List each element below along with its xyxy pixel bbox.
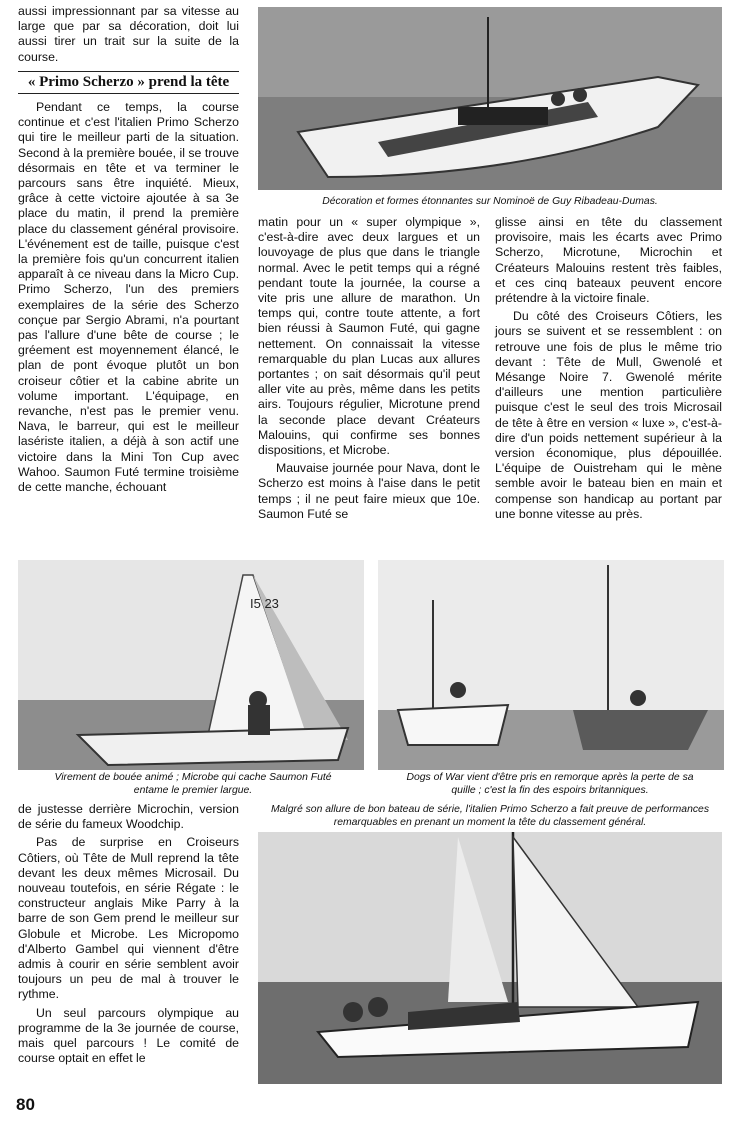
caption-mid-left: Virement de bouée animé ; Microbe qui cache Saumon Futé entame le premier largue. bbox=[54, 772, 332, 796]
column-right bbox=[495, 215, 722, 525]
paragraph: Pas de surprise en Croiseurs Côtiers, où Tête de Mull reprend la tête devant les deux mêmes Microsail. Du nouveau toutefois, en série Régate : le constructeur anglais Mike Parry à la barre de son Gem prend le meilleur sur Globule et Microbe. Les Micropomo d'Alberto Gambel qui viennent d'être admis à courir en série semblent avoir toujours un peu de mal à trouver le rythme. bbox=[18, 835, 239, 1002]
caption-mid-right: Dogs of War vient d'être pris en remorque après la perte de sa quille ; c'est la fin des espoirs britanniques. bbox=[406, 772, 694, 796]
paragraph: matin pour un « super olympique », c'est-à-dire avec deux largues et un louvoyage de plus que dans le triangle normal. Avec le petit temps qui a régné pendant toute la journée, la course a vite pris une allure de marathon. Un temps qui, contre toute attente, a fort bien réussi à Saumon Futé, qui gagne nettement. On connaissait la vitesse remarquable du plan Lucas aux allures portantes ; on sait désormais qu'il peut aller vite au près, même dans les petits airs. Toujours régulier, Microtune prend la seconde place devant Créateurs Malouins, qui confirme ses bonnes dispositions, et Microbe. bbox=[258, 215, 480, 458]
photo-dogs-of-war bbox=[378, 560, 724, 770]
page-number: 80 bbox=[16, 1095, 35, 1114]
paragraph: aussi impressionnant par sa vitesse au large que par sa décoration, doit lui aussi tirer un trait sur la suite de la course. bbox=[18, 4, 239, 64]
column-left bbox=[18, 4, 239, 498]
paragraph: de justesse derrière Microchin, version de série du fameux Woodchip. bbox=[18, 802, 239, 832]
caption-top-photo: Décoration et formes étonnantes sur Nominoë de Guy Ribadeau-Dumas. bbox=[322, 196, 658, 207]
paragraph: Pendant ce temps, la course continue et c'est l'italien Primo Scherzo qui tire le meilleur parti de la situation. Second à la première bouée, il se trouve désormais en tête et va terminer le parcours sans être inquiété. Mieux, grâce à cette victoire ajoutée à sa 3e place du matin, il prend la première place du classement général provisoire. L'événement est de taille, puisque c'est la première fois qu'un concurrent italien apparaît à ce niveau dans la Micro Cup. Primo Scherzo, l'un des premiers exemplaires de la série des Scherzo conçue par Sergio Abrami, n'a pourtant pas l'allure d'une bête de course ; le gréement est moyennement élancé, le plan de pont évoque plutôt un bon croiseur côtier et la cabine abrite un volume important. L'équipage, en revanche, n'est pas le premier venu. Nava, le barreur, qui est le meilleur lasériste italien, a déjà à son actif une victoire dans la Mini Ton Cup avec Wahoo. Saumon Futé termine troisième de cette manche, échouant bbox=[18, 100, 239, 495]
photo-nominoe bbox=[258, 7, 722, 190]
paragraph: Un seul parcours olympique au programme de la 3e journée de course, mais quel parcours ! Le comité de course optait en effet le bbox=[18, 1005, 239, 1066]
column-middle bbox=[258, 215, 480, 525]
paragraph: Du côté des Croiseurs Côtiers, les jours se suivent et se ressemblent : on retrouve une fois de plus le même trio devant : Tête de Mull, Gwenolé et Mésange Noire 7. Gwenolé mérite d'ailleurs une mention particulière puisque c'est le seul des trois Microsail de tête à être en version « luxe », c'est-à-dire d'un poids nettement supérieur à la version économique, plus dépouillée. L'équipe de Ouistreham qui le mène semble avoir le bateau bien en main et compense son handicap au portant par une bonne vitesse au près. bbox=[495, 309, 722, 521]
paragraph: glisse ainsi en tête du classement provisoire, mais les écarts avec Primo Scherzo, Microtune, Microchin et Créateurs Malouins restent très faibles, et ces cinq bateaux peuvent encore prétendre à la victoire finale. bbox=[495, 215, 722, 306]
paragraph: Mauvaise journée pour Nava, dont le Scherzo est moins à l'aise dans le petit temps ; il ne peut faire mieux que 10e. Saumon Futé se bbox=[258, 461, 480, 521]
photo-primo-scherzo bbox=[258, 832, 722, 1084]
column-bottom-left bbox=[18, 802, 239, 1069]
caption-bottom-photo: Malgré son allure de bon bateau de série, l'italien Primo Scherzo a fait preuve de performances remarquables en prenant un moment la tête du classement général. bbox=[270, 804, 710, 828]
section-heading: « Primo Scherzo » prend la tête bbox=[18, 71, 239, 94]
photo-microbe bbox=[18, 560, 364, 770]
sail-number: I5 23 bbox=[250, 596, 279, 611]
